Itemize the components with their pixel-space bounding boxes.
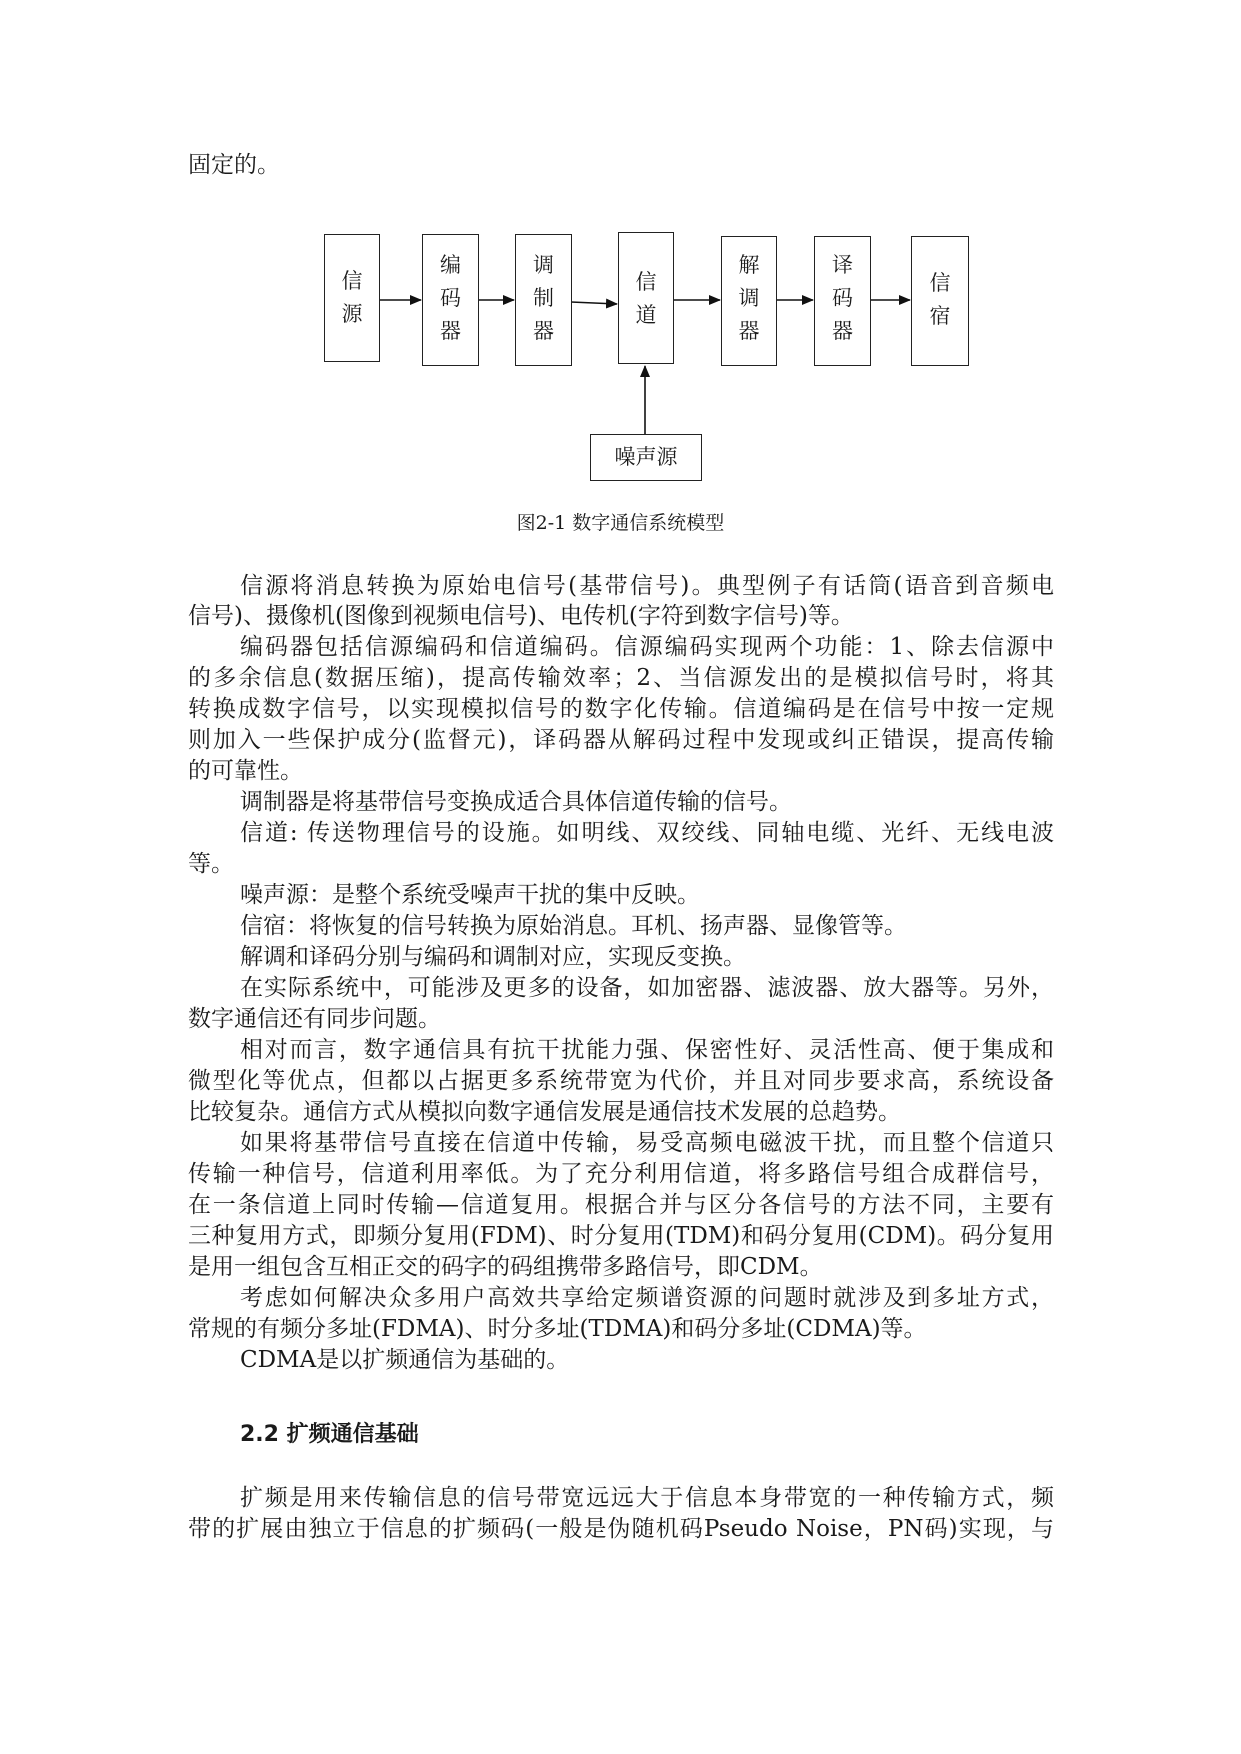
text-line: CDMA是以扩频通信为基础的。 <box>240 1347 570 1373</box>
text-line: 带的扩展由独立于信息的扩频码(一般是伪随机码Pseudo Noise，PN码)实现，与 <box>188 1516 1054 1542</box>
box-encoder-label: 编 码 器 <box>440 253 461 343</box>
arrow-modulator-to-channel <box>571 302 617 304</box>
text-line: 数字通信还有同步问题。 <box>188 1006 441 1032</box>
text-line: 比较复杂。通信方式从模拟向数字通信发展是通信技术发展的总趋势。 <box>188 1099 901 1125</box>
text-line: 微型化等优点，但都以占据更多系统带宽为代价，并且对同步要求高，系统设备 <box>188 1068 1054 1094</box>
box-decoder-label: 译 码 器 <box>832 253 853 343</box>
box-demodulator <box>721 236 777 366</box>
box-decoder <box>814 236 871 366</box>
text-line: 考虑如何解决众多用户高效共享给定频谱资源的问题时就涉及到多址方式， <box>240 1285 1054 1311</box>
box-channel-label: 信 道 <box>635 270 657 327</box>
box-sink-label: 信 宿 <box>929 271 951 328</box>
text-line: 传输一种信号，信道利用率低。为了充分利用信道，将多路信号组合成群信号， <box>188 1161 1054 1187</box>
text-line: 的可靠性。 <box>188 758 303 784</box>
box-channel <box>618 232 674 364</box>
text-line: 常规的有频分多址(FDMA)、时分多址(TDMA)和码分多址(CDMA)等。 <box>188 1316 927 1342</box>
text-line: 相对而言，数字通信具有抗干扰能力强、保密性好、灵活性高、便于集成和 <box>240 1037 1054 1063</box>
text-line: 则加入一些保护成分(监督元)，译码器从解码过程中发现或纠正错误，提高传输 <box>188 727 1054 753</box>
figure-caption: 图2-1 数字通信系统模型 <box>516 512 725 534</box>
text-line: 是用一组包含互相正交的码字的码组携带多路信号，即CDM。 <box>188 1254 823 1280</box>
box-noise-source-label: 噪声源 <box>614 445 678 469</box>
text-line: 在实际系统中，可能涉及更多的设备，如加密器、滤波器、放大器等。另外， <box>240 975 1054 1001</box>
box-modulator-label: 调 制 器 <box>533 253 554 343</box>
text-line: 编码器包括信源编码和信道编码。信源编码实现两个功能：1、除去信源中 <box>240 634 1054 660</box>
box-source <box>324 234 380 362</box>
text-line: 等。 <box>188 851 234 877</box>
box-encoder <box>422 234 479 366</box>
box-sink <box>911 236 969 366</box>
text-line: 调制器是将基带信号变换成适合具体信道传输的信号。 <box>240 789 792 815</box>
box-demodulator-label: 解 调 器 <box>738 253 760 343</box>
text-line: 转换成数字信号，以实现模拟信号的数字化传输。信道编码是在信号中按一定规 <box>188 696 1054 722</box>
box-source-label: 信 源 <box>341 269 363 326</box>
box-modulator <box>515 234 572 366</box>
text-line: 的多余信息(数据压缩)，提高传输效率；2、当信源发出的是模拟信号时，将其 <box>188 665 1054 691</box>
text-line: 固定的。 <box>188 152 280 178</box>
text-line: 信号)、摄像机(图像到视频电信号)、电传机(字符到数字信号)等。 <box>188 603 854 629</box>
text-line: 如果将基带信号直接在信道中传输，易受高频电磁波干扰，而且整个信道只 <box>240 1130 1054 1156</box>
text-line: 解调和译码分别与编码和调制对应，实现反变换。 <box>240 944 746 970</box>
text-line: 扩频是用来传输信息的信号带宽远远大于信息本身带宽的一种传输方式，频 <box>240 1485 1054 1511</box>
section-heading: 2.2 扩频通信基础 <box>240 1422 419 1447</box>
text-line: 三种复用方式，即频分复用(FDM)、时分复用(TDM)和码分复用(CDM)。码分复用 <box>188 1223 1054 1249</box>
text-line: 噪声源：是整个系统受噪声干扰的集中反映。 <box>240 882 700 908</box>
text-line: 信源将消息转换为原始电信号(基带信号)。典型例子有话筒(语音到音频电 <box>240 573 1054 599</box>
text-line: 在一条信道上同时传输—信道复用。根据合并与区分各信号的方法不同，主要有 <box>188 1192 1054 1218</box>
text-line: 信宿：将恢复的信号转换为原始消息。耳机、扬声器、显像管等。 <box>240 913 907 939</box>
box-noise-source <box>590 434 702 481</box>
text-line: 信道: 传送物理信号的设施。如明线、双绞线、同轴电缆、光纤、无线电波 <box>240 820 1054 846</box>
